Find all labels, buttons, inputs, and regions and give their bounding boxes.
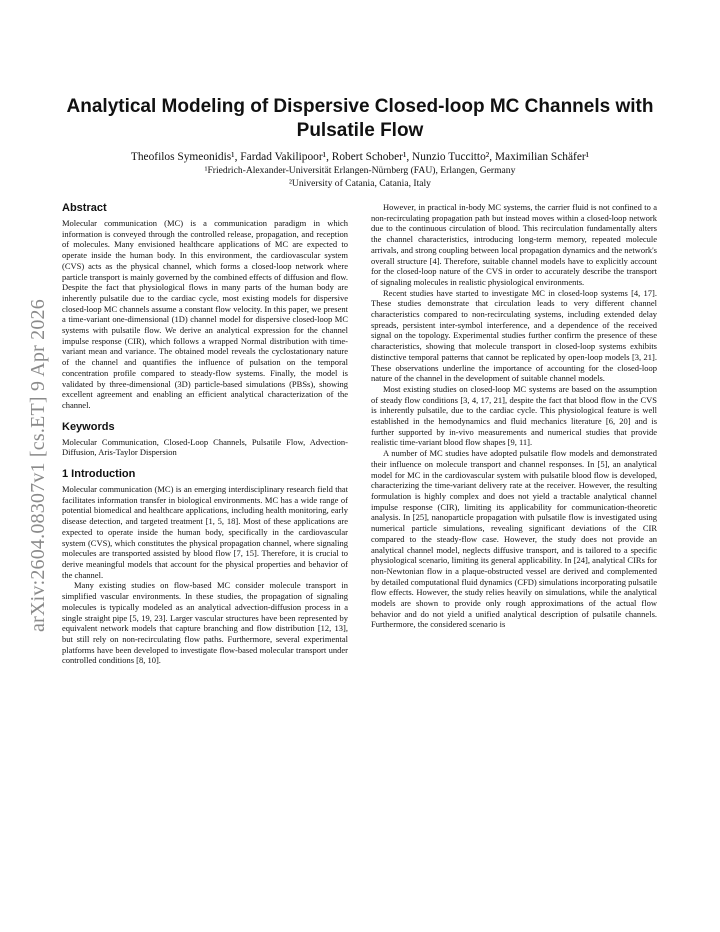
abstract-heading: Abstract — [62, 202, 107, 214]
affiliation-1: ¹Friedrich-Alexander-Universität Erlangen-Nürnberg (FAU), Erlangen, Germany — [204, 165, 516, 176]
keywords-text: Molecular Communication, Closed-Loop Channels, Pulsatile Flow, Advection-Diffusion, Aris-Taylor Dispersion — [62, 436, 348, 458]
left-column — [62, 202, 348, 666]
keywords-section — [62, 421, 348, 458]
body-paragraph-4: A number of MC studies have adopted pulsatile flow models and demonstrated their influence on molecule transport and channel responses. In [5], an analytical model for MC in the cardiovascular system with pulsatile blood flow is developed, characterizing the time-variant delivery rate at the receiver. However, the resulting formulation is highly complex and does not yield a tractable analytical channel impulse response (CIR), limiting its applicability for communication-theoretic analysis. In [25], nanoparticle propagation with pulsatile flow is investigated using numerical particle simulations, revealing significant deviations of the CIR compared to the steady-flow case. However, the study does not provide an analytical channel model, neglects diffusive transport, and is tailored to a specific physiological scenario, limiting its general applicability. In [24], analytical CIRs for non-Newtonian flow in a plaque-obstructed vessel are derived and complemented by detailed computational fluid dynamics (CFD) simulations incorporating pulsatile flow effects. However, the study relies heavily on simulations, while the analytical models are shown to provide only rough approximations of the actual flow behavior and do not yield a unified analytical description of pulsatile channels. Furthermore, the considered scenario is — [371, 448, 657, 630]
introduction-heading: 1 Introduction — [62, 468, 136, 481]
paper-title: Analytical Modeling of Dispersive Closed-loop MC Channels with Pulsatile Flow — [66, 96, 654, 141]
right-column — [371, 202, 657, 630]
introduction-paragraph-2: Many existing studies on flow-based MC consider molecule transport in simplified vascular environments. In these studies, the propagation of signaling molecules is typically modeled as an analytical advection-diffusion process in a single straight pipe [5, 19, 23]. Larger vascular structures have been represented by equivalent network models that capture branching and flow distribution [12, 13], but still rely on non-recirculating flow paths. Furthermore, several experimental platforms have been developed to investigate flow-based molecular transport under controlled conditions [8, 10]. — [62, 580, 348, 666]
introduction-paragraph-1: Molecular communication (MC) is an emerging interdisciplinary research field that facilitates information transfer in biological environments. MC has a wide range of potential biomedical and healthcare applications, including health monitoring, early disease detection, and targeted treatment [1, 5, 18]. Most of these applications are expected to operate inside the human body, specifically in the cardiovascular system (CVS), which constitutes the physical propagation channel, where signaling molecules are transported assisted by blood flow [7, 15]. Therefore, it is crucial to derive meaningful models that account for the physical properties and behavior of the channel. — [62, 484, 348, 580]
author-list: Theofilos Symeonidis¹, Fardad Vakilipoor¹, Robert Schober¹, Nunzio Tuccitto², Maximilian Schäfer¹ — [130, 151, 590, 163]
keywords-heading: Keywords — [62, 420, 115, 433]
affiliation-2: ²University of Catania, Catania, Italy — [289, 178, 431, 189]
body-paragraph-1: However, in practical in-body MC systems, the carrier fluid is not confined to a non-recirculating propagation path but instead moves within a closed-loop network due to the continuous circulation of blood. This recirculation fundamentally alters the channel characteristics, introducing long-term memory, repeated molecule arrivals, and strong coupling between local propagation dynamics and the network's overall structure [4]. Therefore, suitable channel models have to explicitly account for the closed-loop nature of the CVS in order to accurately describe the transport of signaling molecules in realistic physiological environments. — [371, 202, 657, 287]
arxiv-identifier: arXiv:2604.08307v1 [cs.ET] 9 Apr 2026 — [26, 298, 49, 632]
arxiv-identifier-stamp — [18, 265, 58, 665]
abstract-text: Molecular communication (MC) is a communication paradigm in which information is conveyed through the controlled release, propagation, and reception of molecules. Many envisioned healthcare applications of MC are expected to operate inside the human body. In this environment, the cardiovascular system (CVS) acts as the physical channel, which forms a closed-loop network where particle transport is mainly governed by the combined effects of diffusion and flow. Despite the fact that physiological flows in many parts of the human body are inherently pulsatile due to the cardiac cycle, most existing models for dispersive closed-loop MC channels assume a constant flow velocity. In this paper, we present a time-variant one-dimensional (1D) channel model for dispersive closed-loop MC systems with pulsatile flow. We derive an analytical expression for the channel impulse response (CIR), which follows a wrapped Normal distribution with time-variant mean and variance. The obtained model reveals the cyclostationary nature of the channel and quantifies the influence of pulsation on the temporal concentration profile compared to steady-flow systems. Finally, the model is validated by three-dimensional (3D) particle-based simulations (PBSs), showing excellent agreement and enabling an efficient analytical characterization of the channel. — [62, 218, 348, 410]
body-paragraph-3: Most existing studies on closed-loop MC systems are based on the assumption of steady flow conditions [3, 4, 17, 21], despite the fact that blood flow in the CVS is inherently pulsatile, due to the cardiac cycle. This physiological feature is well established in the hemodynamics and fluid mechanics literature [6, 20] and is further supported by in-vivo measurements and numerical studies that provide realistic time-variant blood flow shapes [9, 11]. — [371, 383, 657, 448]
abstract-section — [62, 202, 348, 411]
body-paragraph-2: Recent studies have started to investigate MC in closed-loop systems [4, 17]. These studies demonstrate that circulation leads to very different channel characteristics compared to non-recirculating systems, including extended delay spreads, persistent inter-symbol interference, and a dependence of the received signal on the topology. Experimental studies further confirm the presence of these characteristics, showing that molecule transport in closed-loop systems exhibits distinctive temporal patterns that cannot be replicated by open-loop models [3, 21]. These observations underline the importance of accounting for the closed-loop nature of the channel in the development of suitable channel models. — [371, 287, 657, 384]
introduction-section — [62, 468, 348, 666]
